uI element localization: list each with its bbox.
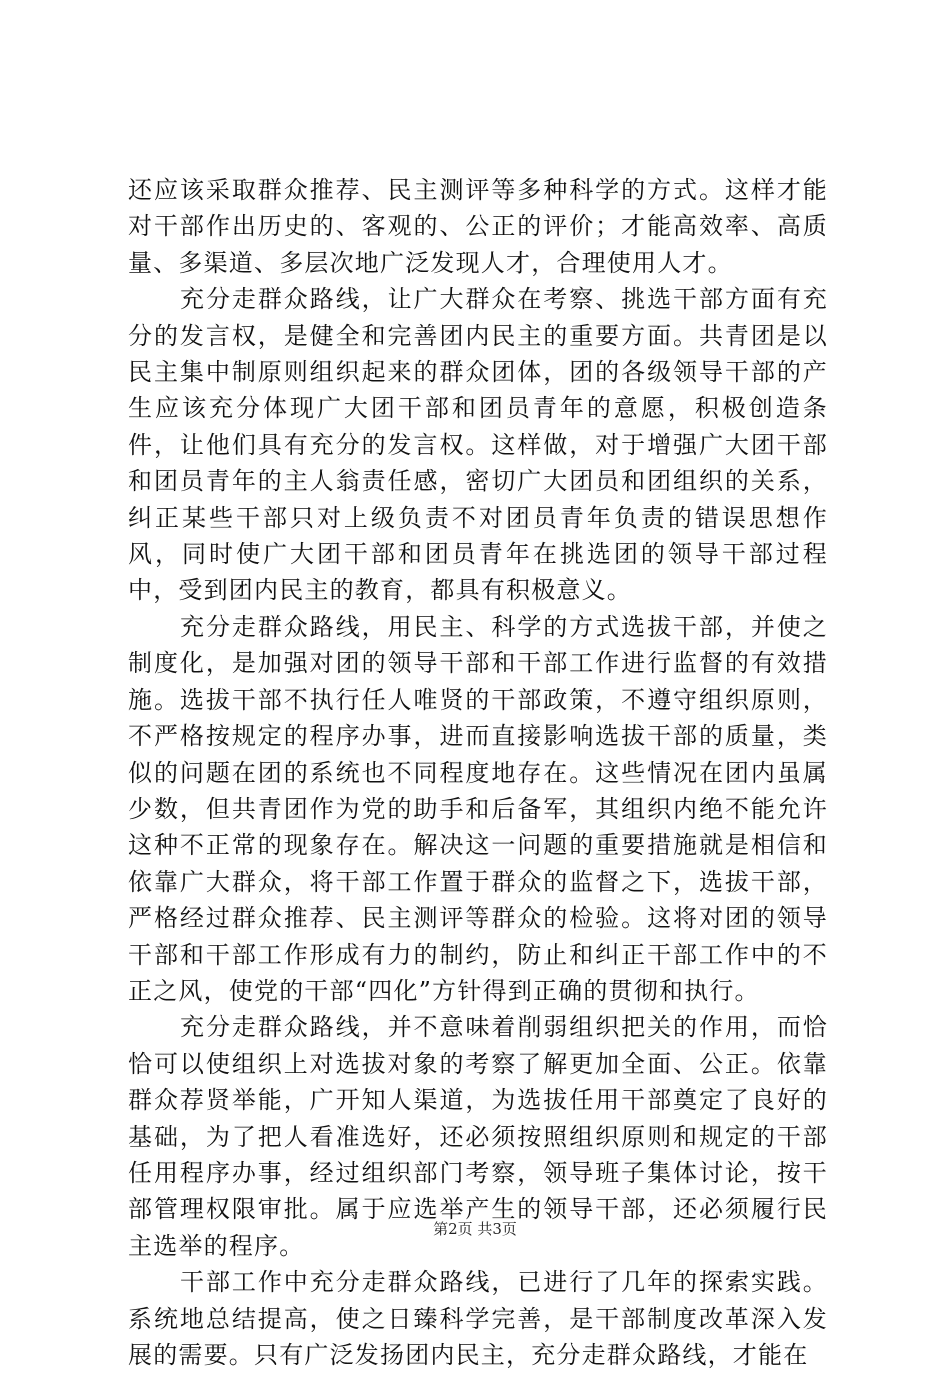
paragraph-5: 干部工作中充分走群众路线，已进行了几年的探索实践。系统地总结提高，使之日臻科学完善，是干部制度改革深入发展的需要。只有广泛发扬团内民主，充分走群众路线，才能在 xyxy=(128,1268,828,1369)
paragraph-3: 充分走群众路线，用民主、科学的方式选拔干部，并使之制度化，是加强对团的领导干部和干部工作进行监督的有效措施。选拔干部不执行任人唯贤的干部政策，不遵守组织原则，不严格按规定的程序办事，进而直接影响选拔干部的质量，类似的问题在团的系统也不同程度地存在。这些情况在团内虽属少数，但共青团作为党的助手和后备军，其组织内绝不能允许这种不正常的现象存在。解决这一问题的重要措施就是相信和依靠广大群众，将干部工作置于群众的监督之下，选拔干部，严格经过群众推荐、民主测评等群众的检验。这将对团的领导干部和干部工作形成有力的制约，防止和纠正干部工作中的不正之风，使党的干部“四化”方针得到正确的贯彻和执行。 xyxy=(128,612,828,1005)
paragraph-1: 还应该采取群众推荐、民主测评等多种科学的方式。这样才能对干部作出历史的、客观的、公正的评价；才能高效率、高质量、多渠道、多层次地广泛发现人才，合理使用人才。 xyxy=(128,176,828,277)
paragraph-2: 充分走群众路线，让广大群众在考察、挑选干部方面有充分的发言权，是健全和完善团内民主的重要方面。共青团是以民主集中制原则组织起来的群众团体，团的各级领导干部的产生应该充分体现广大团干部和团员青年的意愿，积极创造条件，让他们具有充分的发言权。这样做，对于增强广大团干部和团员青年的主人翁责任感，密切广大团员和团组织的关系，纠正某些干部只对上级负责不对团员青年负责的错误思想作风，同时使广大团干部和团员青年在挑选团的领导干部过程中，受到团内民主的教育，都具有积极意义。 xyxy=(128,285,828,605)
paragraph-4: 充分走群众路线，并不意味着削弱组织把关的作用，而恰恰可以使组织上对选拔对象的考察了解更加全面、公正。依靠群众荐贤举能，广开知人渠道，为选拔任用干部奠定了良好的基础，为了把人看准选好，还必须按照组织原则和规定的干部任用程序办事，经过组织部门考察，领导班子集体讨论，按干部管理权限审批。属于应选举产生的领导干部，还必须履行民主选举的程序。 xyxy=(128,1013,828,1260)
body-text xyxy=(128,172,828,1373)
page-number-footer: 第2页 共3页 xyxy=(433,1220,517,1238)
